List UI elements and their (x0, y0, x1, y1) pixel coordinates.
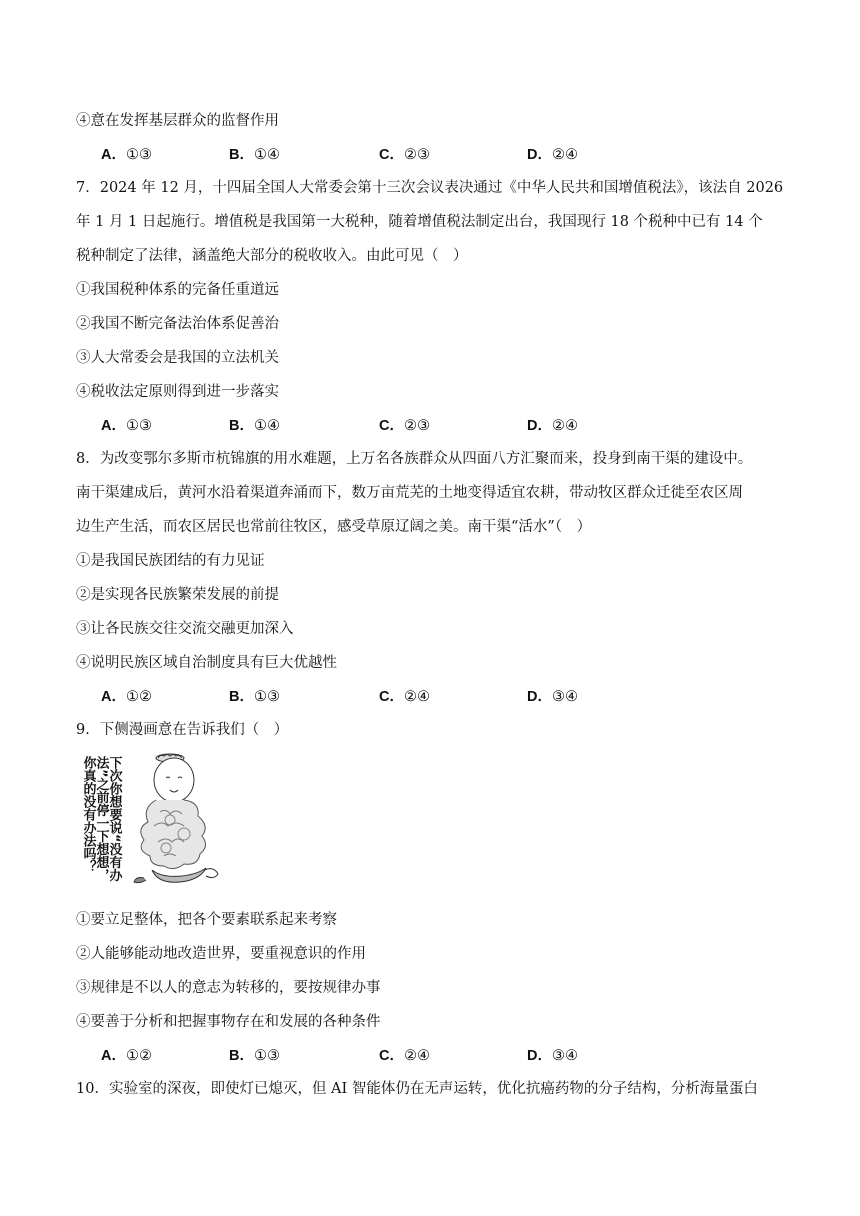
q7-stem-line-2: 年 1 月 1 日起施行。增值税是我国第一大税种，随着增值税法制定出台，我国现行 18 个税种中已有 14 个 (76, 214, 763, 230)
q9-stem: 9．下侧漫画意在告诉我们（ ） (76, 722, 289, 738)
q6-option-c: C．②③ (379, 147, 430, 163)
genie-figure (134, 754, 218, 883)
q9-options (101, 1046, 661, 1066)
q7-stem-line-1: 7．2024 年 12 月，十四届全国人大常委会第十三次会议表决通过《中华人民共和国增值税法》，该法自 2026 (76, 180, 784, 196)
q9-option-c: C．②④ (379, 1048, 430, 1064)
q9-option-a: A．①② (101, 1048, 152, 1064)
cartoon-caption-col-2: 法”之前停一下想想， (93, 756, 109, 882)
q8-item-1: ①是我国民族团结的有力见证 (76, 553, 265, 569)
q7-item-4: ④税收法定原则得到进一步落实 (76, 384, 279, 400)
q6-option-b: B．①④ (229, 147, 280, 163)
q7-option-d: D．②④ (527, 418, 578, 434)
q8-item-4: ④说明民族区域自治制度具有巨大优越性 (76, 655, 337, 671)
q10-stem-line-1: 10．实验室的深夜，即使灯已熄灭，但 AI 智能体仍在无声运转，优化抗癌药物的分子结构，分析海量蛋白 (76, 1081, 758, 1097)
q8-option-c: C．②④ (379, 689, 430, 705)
q9-item-4: ④要善于分析和把握事物存在和发展的各种条件 (76, 1014, 381, 1030)
q8-stem-line-3: 边生产生活，而农区居民也常前往牧区，感受草原辽阔之美。南干渠“活水”（ ） (76, 519, 592, 535)
q9-item-3: ③规律是不以人的意志为转移的，要按规律办事 (76, 980, 381, 996)
q7-item-3: ③人大常委会是我国的立法机关 (76, 350, 279, 366)
cartoon-caption-col-3: 你真的没有办法吗？ (80, 756, 96, 873)
q8-option-d: D．③④ (527, 689, 578, 705)
q8-option-b: B．①③ (229, 689, 280, 705)
q9-item-1: ①要立足整体，把各个要素联系起来考察 (76, 912, 337, 928)
cartoon-caption-col-1: 下次你想要说“没有办 (106, 756, 122, 882)
q9-option-d: D．③④ (527, 1048, 578, 1064)
q6-item-4: ④意在发挥基层群众的监督作用 (76, 113, 279, 129)
q8-stem-line-2: 南干渠建成后，黄河水沿着渠道奔涌而下，数万亩荒芜的土地变得适宜农耕，带动牧区群众迁徙至农区周 (76, 485, 743, 501)
q8-item-3: ③让各民族交往交流交融更加深入 (76, 621, 294, 637)
q9-option-b: B．①③ (229, 1048, 280, 1064)
q7-option-b: B．①④ (229, 418, 280, 434)
q7-item-1: ①我国税种体系的完备任重道远 (76, 282, 279, 298)
q8-option-a: A．①② (101, 689, 152, 705)
q6-option-a: A．①③ (101, 147, 152, 163)
q8-stem-line-1: 8．为改变鄂尔多斯市杭锦旗的用水难题，上万名各族群众从四面八方汇聚而来，投身到南干渠的建设中。 (76, 451, 753, 467)
q8-item-2: ②是实现各民族繁荣发展的前提 (76, 587, 279, 603)
q7-stem-line-3: 税种制定了法律，涵盖绝大部分的税收收入。由此可见（ ） (76, 248, 468, 264)
q9-item-2: ②人能够能动地改造世界，要重视意识的作用 (76, 946, 366, 962)
q7-item-2: ②我国不断完备法治体系促善治 (76, 316, 279, 332)
q7-option-a: A．①③ (101, 418, 152, 434)
q7-options (101, 416, 661, 436)
q6-option-d: D．②④ (527, 147, 578, 163)
q7-option-c: C．②③ (379, 418, 430, 434)
q8-options (101, 687, 661, 707)
genie-cartoon (80, 752, 228, 892)
q6-options (101, 145, 661, 165)
